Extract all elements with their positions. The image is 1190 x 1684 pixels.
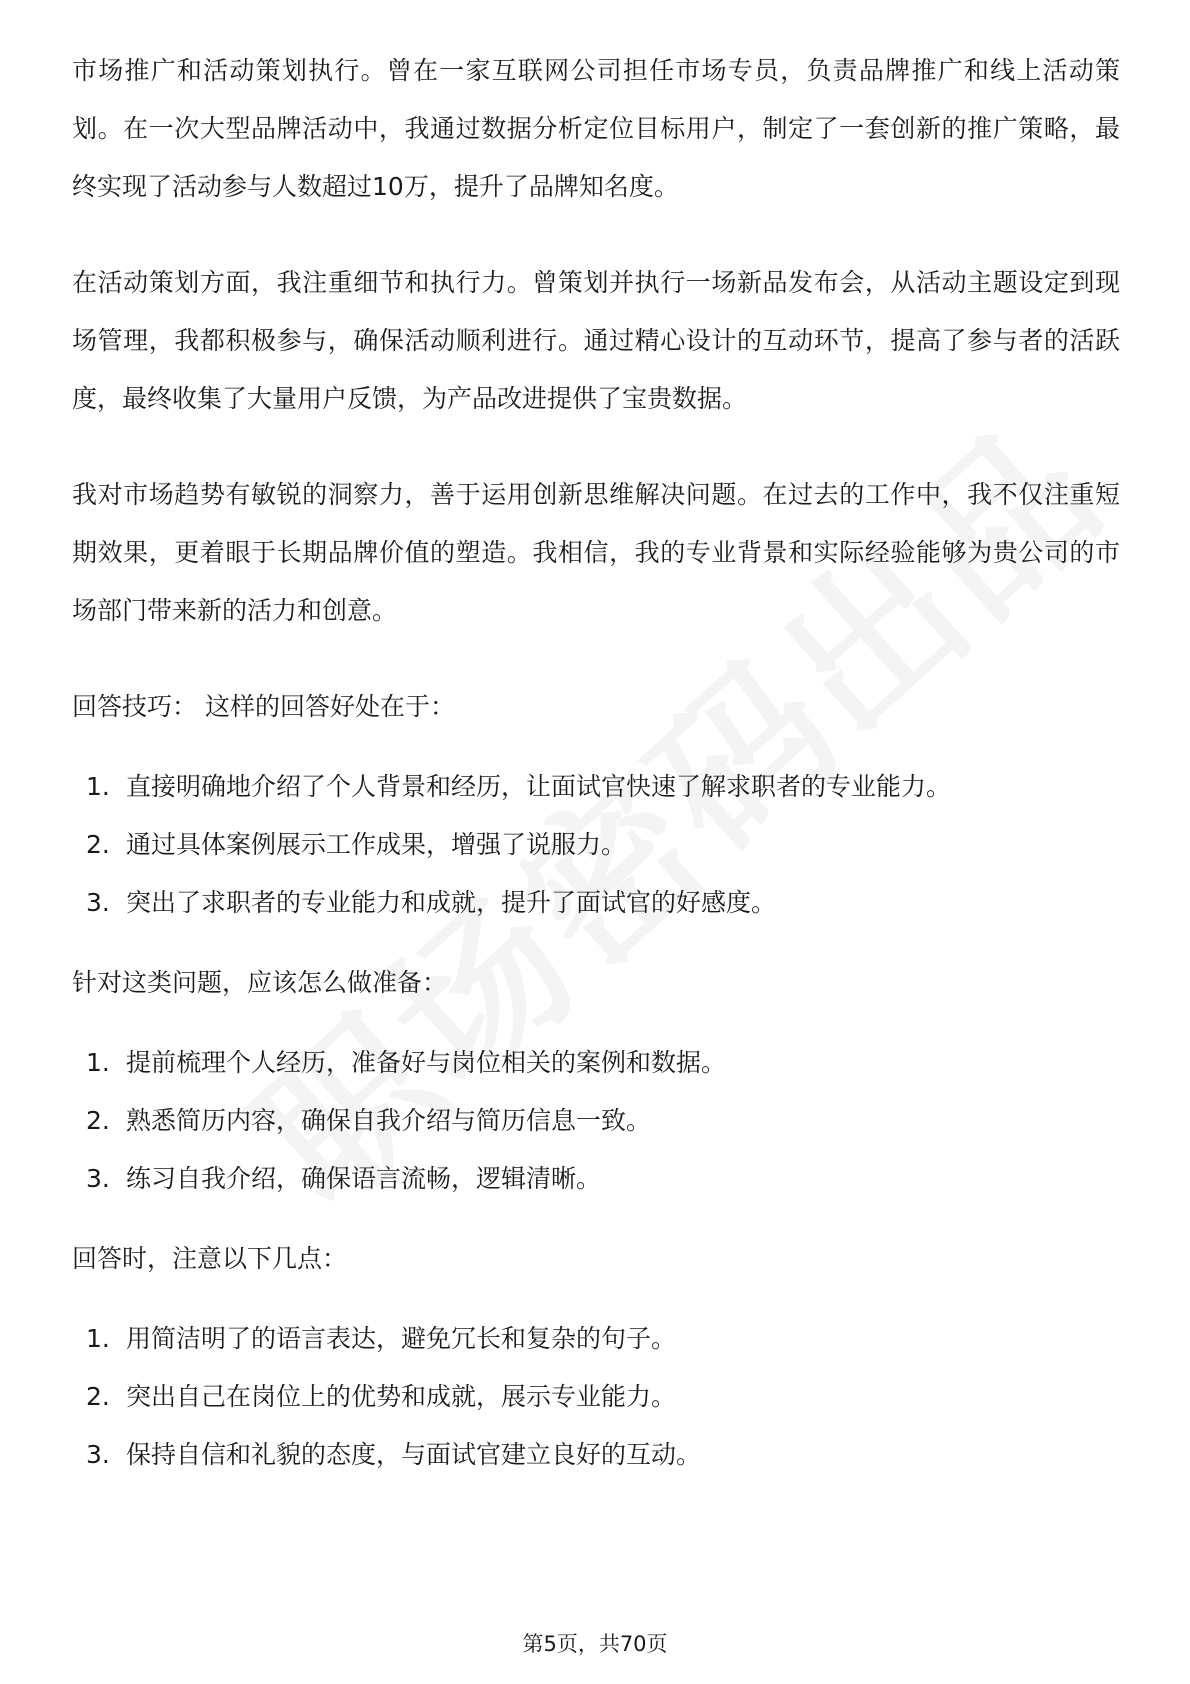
list-item-text: 用简洁明了的语言表达，避免冗长和复杂的句子。 xyxy=(126,1324,677,1353)
list-item-text: 练习自我介绍，确保语言流畅，逻辑清晰。 xyxy=(126,1164,602,1193)
list-item xyxy=(72,874,1120,932)
list-item-text: 突出了求职者的专业能力和成就，提升了面试官的好感度。 xyxy=(126,888,777,917)
prepare-heading: 针对这类问题，应该怎么做准备： xyxy=(72,968,448,997)
list-item-number: 3. xyxy=(86,888,110,917)
list-item xyxy=(72,1426,1120,1484)
tips-list xyxy=(72,758,1120,932)
list-item-number: 2. xyxy=(86,830,110,859)
list-item-text: 直接明确地介绍了个人背景和经历，让面试官快速了解求职者的专业能力。 xyxy=(126,772,952,801)
list-item xyxy=(72,1034,1120,1092)
notes-list xyxy=(72,1310,1120,1484)
list-item-text: 保持自信和礼貌的态度，与面试官建立良好的互动。 xyxy=(126,1440,702,1469)
list-item xyxy=(72,1368,1120,1426)
list-item-number: 2. xyxy=(86,1382,110,1411)
list-item-number: 3. xyxy=(86,1164,110,1193)
page-number-footer: 第5页，共70页 xyxy=(522,1632,668,1656)
document-content xyxy=(72,36,1120,1506)
list-item-text: 熟悉简历内容，确保自我介绍与简历信息一致。 xyxy=(126,1106,652,1135)
notes-heading: 回答时，注意以下几点： xyxy=(72,1244,348,1273)
list-item-text: 突出自己在岗位上的优势和成就，展示专业能力。 xyxy=(126,1382,677,1411)
list-item xyxy=(72,1092,1120,1150)
list-item-text: 通过具体案例展示工作成果，增强了说服力。 xyxy=(126,830,627,859)
prepare-list xyxy=(72,1034,1120,1208)
list-item-number: 1. xyxy=(86,772,110,801)
list-item-text: 提前梳理个人经历，准备好与岗位相关的案例和数据。 xyxy=(126,1048,727,1077)
list-item xyxy=(72,816,1120,874)
list-item-number: 2. xyxy=(86,1106,110,1135)
list-item-number: 1. xyxy=(86,1048,110,1077)
cropped-top-line xyxy=(72,20,1120,38)
list-item xyxy=(72,758,1120,816)
tips-heading: 回答技巧： 这样的回答好处在于： xyxy=(72,692,455,721)
list-item-number: 3. xyxy=(86,1440,110,1469)
list-item xyxy=(72,1150,1120,1208)
body-paragraph-1: 市场推广和活动策划执行。曾在一家互联网公司担任市场专员，负责品牌推广和线上活动策划。在一次大型品牌活动中，我通过数据分析定位目标用户，制定了一套创新的推广策略，最终实现了活动参与人数超过10万，提升了品牌知名度。 xyxy=(72,56,1120,201)
body-paragraph-3: 我对市场趋势有敏锐的洞察力，善于运用创新思维解决问题。在过去的工作中，我不仅注重短期效果，更着眼于长期品牌价值的塑造。我相信，我的专业背景和实际经验能够为贵公司的市场部门带来新的活力和创意。 xyxy=(72,480,1120,625)
body-paragraph-2: 在活动策划方面，我注重细节和执行力。曾策划并执行一场新品发布会，从活动主题设定到现场管理，我都积极参与，确保活动顺利进行。通过精心设计的互动环节，提高了参与者的活跃度，最终收集了大量用户反馈，为产品改进提供了宝贵数据。 xyxy=(72,268,1120,413)
list-item xyxy=(72,1310,1120,1368)
list-item-number: 1. xyxy=(86,1324,110,1353)
